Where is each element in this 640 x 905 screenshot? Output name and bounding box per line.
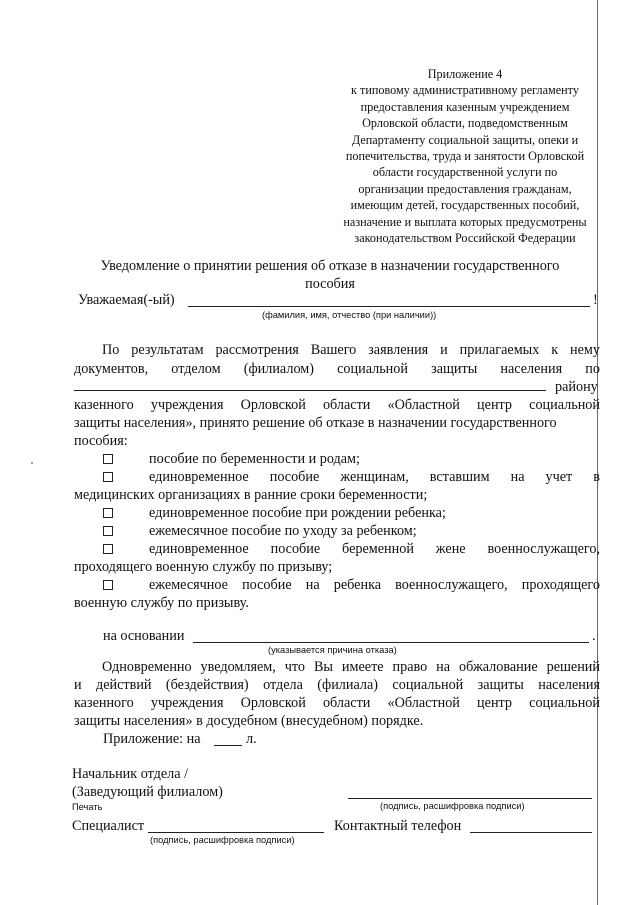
appendix-line: области государственной услуги по (372, 165, 558, 180)
head-title: Начальник отдела / (72, 766, 189, 782)
attachment-label: Приложение: на (103, 731, 201, 747)
specialist-signature-field[interactable] (148, 832, 324, 833)
recipient-name-field[interactable] (188, 306, 590, 307)
appendix-line: предоставления казенным учреждением (360, 99, 570, 114)
appendix-line: законодательством Российской Федерации (354, 231, 576, 246)
appendix-line: Орловской области, подведомственным (362, 116, 568, 131)
scan-artifact-dot (31, 462, 33, 464)
document-title (80, 257, 580, 293)
head-signature-hint: (подпись, расшифровка подписи) (380, 801, 525, 811)
option-label: военную службу по призыву. (74, 595, 249, 611)
checkbox[interactable] (103, 472, 113, 482)
stamp-label: Печать (72, 802, 103, 812)
title-line: Уведомление о принятии решения об отказе в назначении государственного (100, 258, 560, 274)
attachment-pages-field[interactable] (214, 745, 242, 746)
paragraph-line: казенного учреждения Орловской области «Областной центр социальной (74, 695, 600, 711)
option-label: проходящего военную службу по призыву; (74, 559, 333, 575)
appendix-line: Приложение 4 (427, 67, 503, 81)
checkbox[interactable] (103, 454, 113, 464)
head-signature-field[interactable] (348, 798, 592, 799)
appendix-line: Департаменту социальной защиты, опеки и (351, 132, 579, 147)
head-title: (Заведующий филиалом) (72, 784, 223, 800)
phone-label: Контактный телефон (334, 818, 462, 834)
option-label: пособие по беременности и родам; (149, 451, 360, 467)
checkbox[interactable] (103, 544, 113, 554)
appendix-header (330, 66, 600, 246)
salutation-label: Уважаемая(-ый) (78, 292, 175, 308)
appendix-line: назначение и выплата которых предусмотрены (343, 214, 587, 229)
paragraph-line: пособия: (74, 433, 128, 449)
paragraph-line: защиты населения» в досудебном (внесудебном) порядке. (74, 713, 424, 729)
option-label: единовременное пособие при рождении ребенка; (149, 505, 446, 521)
checkbox[interactable] (103, 508, 113, 518)
paragraph-line: и действий (бездействия) отдела (филиала) социальной защиты населения (74, 677, 600, 693)
paragraph-line: защиты населения», принято решение об отказе в назначении государственного (74, 415, 557, 431)
phone-field[interactable] (470, 832, 592, 833)
option-label: медицинских организациях в ранние сроки беременности; (74, 487, 428, 503)
option-label: единовременное пособие беременной жене военнослужащего, (149, 541, 600, 557)
paragraph-line: Одновременно уведомляем, что Вы имеете право на обжалование решений (102, 659, 600, 675)
specialist-label: Специалист (72, 818, 145, 834)
refusal-reason-field[interactable] (193, 642, 589, 643)
option-label: ежемесячное пособие на ребенка военнослужащего, проходящего (149, 577, 600, 593)
option-label: единовременное пособие женщинам, вставшим на учет в (149, 469, 600, 485)
paragraph-line: документов, отделом (филиалом) социальной защиты населения по (74, 361, 600, 377)
refusal-reason-hint: (указывается причина отказа) (268, 645, 397, 655)
checkbox[interactable] (103, 580, 113, 590)
paragraph-line: По результатам рассмотрения Вашего заявления и прилагаемых к нему (102, 342, 600, 358)
basis-end: . (592, 628, 596, 644)
recipient-name-hint: (фамилия, имя, отчество (при наличии)) (262, 310, 437, 320)
appendix-line: попечительства, труда и занятости Орловской (345, 149, 585, 164)
attachment-end: л. (246, 731, 257, 747)
title-line: пособия (305, 276, 355, 292)
paragraph-word: району (555, 379, 598, 395)
basis-label: на основании (103, 628, 185, 644)
appendix-line: к типовому административному регламенту (351, 83, 579, 98)
paragraph-line: казенного учреждения Орловской области «Областной центр социальной (74, 397, 600, 413)
option-label: ежемесячное пособие по уходу за ребенком; (149, 523, 417, 539)
appendix-line: организации предоставления гражданам, (358, 181, 572, 196)
specialist-signature-hint: (подпись, расшифровка подписи) (150, 835, 295, 845)
district-field[interactable] (74, 390, 546, 391)
salutation-end: ! (593, 292, 598, 308)
appendix-line: имеющим детей, государственных пособий, (350, 198, 580, 213)
checkbox[interactable] (103, 526, 113, 536)
